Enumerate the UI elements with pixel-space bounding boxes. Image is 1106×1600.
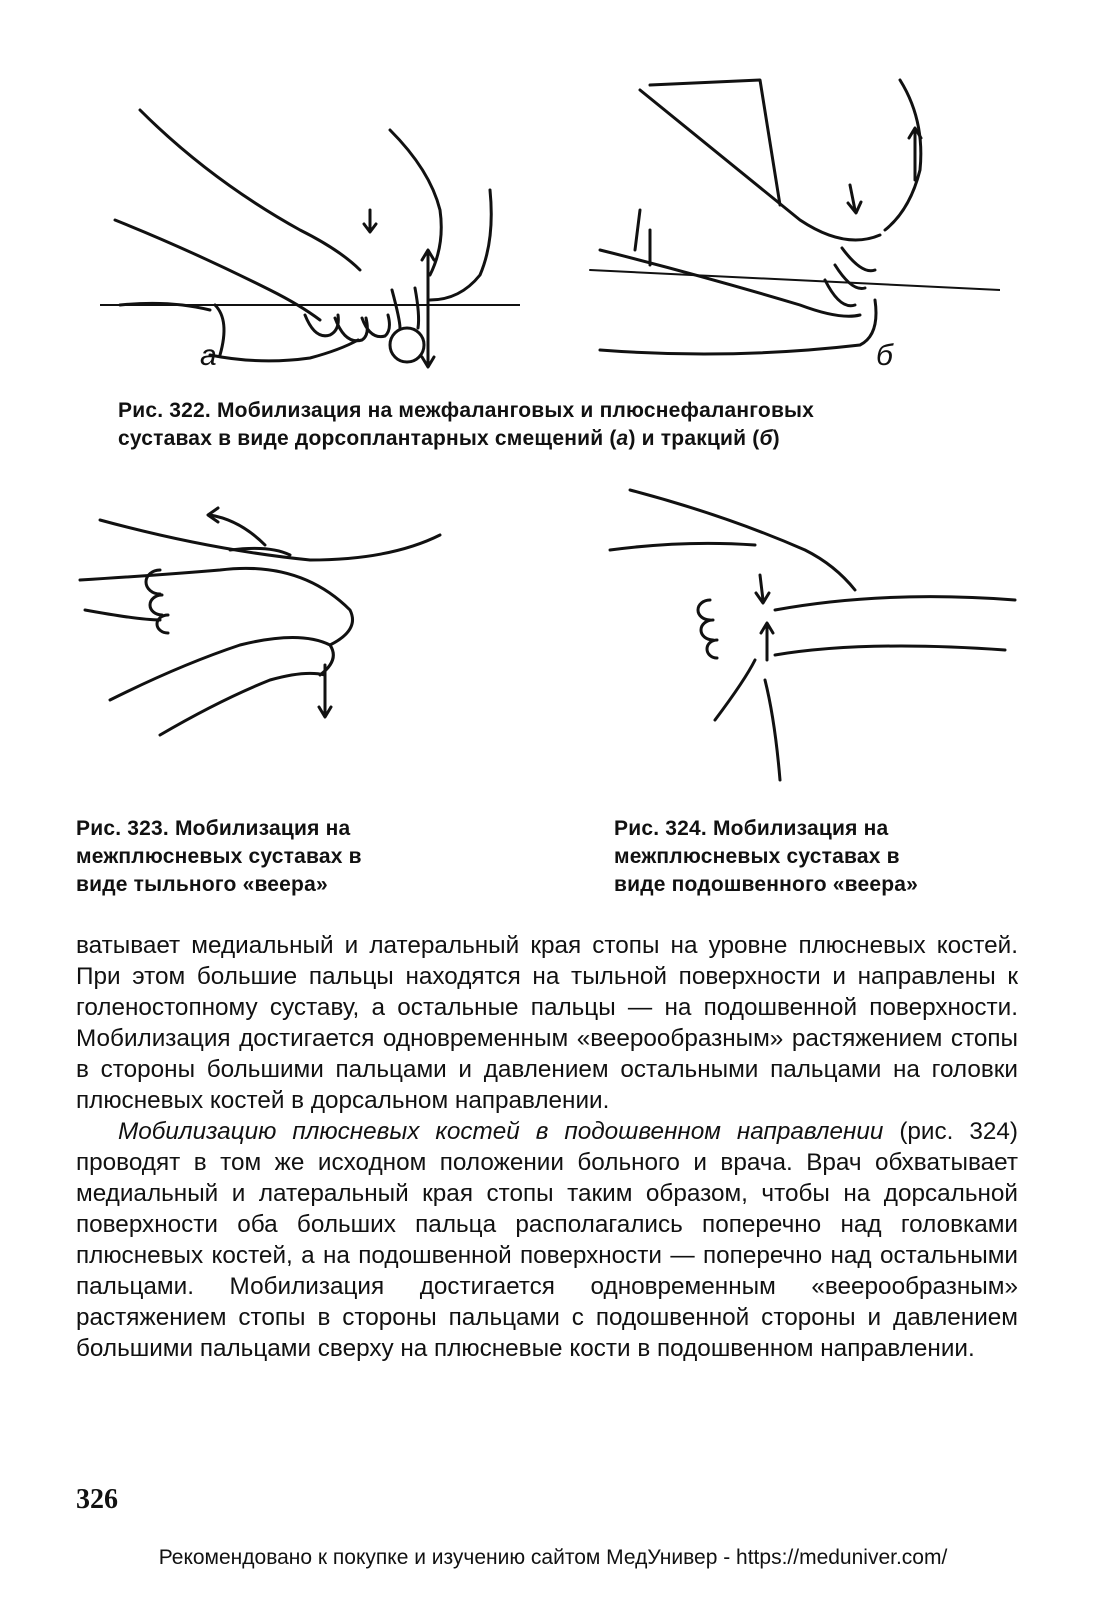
foot xyxy=(600,300,876,354)
caption-322-line2-end: ) xyxy=(772,427,780,450)
figure-323 xyxy=(70,500,460,760)
leg-top xyxy=(630,490,855,590)
arrow-curve-up xyxy=(208,508,265,545)
figure-324 xyxy=(605,480,1025,790)
footer-text: Рекомендовано к покупке и изучению сайтом МедУнивер - https://meduniver.com/ xyxy=(158,1546,948,1569)
arrow-up xyxy=(761,623,773,660)
caption-322-a: а xyxy=(616,427,629,450)
caption-322-number: Рис. 322. xyxy=(118,399,211,422)
toes xyxy=(146,570,168,633)
caption-324-line1: Мобилизация на xyxy=(712,817,889,840)
caption-322-line2-pre: суставах в виде дорсоплантарных смещений ( xyxy=(118,427,617,450)
paragraph-2 xyxy=(76,1116,1018,1364)
caption-322-line2-mid: ) и тракций ( xyxy=(628,427,760,450)
paragraph-1: ватывает медиальный и латеральный края стопы на уровне плюсневых костей. При этом большие пальцы находятся на тыльной поверхности и направлены к голеностопному суставу, а остальные пальцы — на подошвенной поверхности. Мобилизация достигается одновременным «веерообразным» растяжением стопы в стороны большими пальцами и давлением остальными пальцами на головки плюсневых костей в дорсальном направлении. xyxy=(76,932,1018,1114)
foot-outline xyxy=(80,568,353,645)
hand-right-arm xyxy=(390,130,441,275)
figure-322b xyxy=(580,60,1000,390)
arrow-down xyxy=(848,185,861,213)
caption-323-line1: Мобилизация на xyxy=(174,817,351,840)
label-b: б xyxy=(876,339,893,372)
caption-322 xyxy=(118,397,1018,453)
caption-324 xyxy=(614,815,1034,899)
leg-top xyxy=(100,520,440,560)
page-number: 326 xyxy=(76,1484,118,1515)
body-text xyxy=(76,930,1018,1364)
hand-lower xyxy=(715,660,780,780)
caption-323-line3: виде тыльного «веера» xyxy=(76,873,328,896)
hand-lower xyxy=(110,638,333,701)
arrow-down xyxy=(756,575,769,603)
hand-upper xyxy=(640,90,880,240)
figure-322a xyxy=(100,60,520,390)
foot-toes xyxy=(698,600,717,658)
caption-323-number: Рис. 323. xyxy=(76,817,169,840)
hand-right xyxy=(775,597,1015,610)
caption-323-line2: межплюсневых суставах в xyxy=(76,845,362,868)
caption-322-line1: Мобилизация на межфаланговых и плюснефаланговых xyxy=(216,399,815,422)
paragraph-2-italic: Мобилизацию плюсневых костей в подошвенном направлении xyxy=(118,1118,884,1145)
toe-circle xyxy=(390,328,424,362)
foot-outline xyxy=(210,340,358,361)
caption-324-line2: межплюсневых суставах в xyxy=(614,845,900,868)
caption-324-number: Рис. 324. xyxy=(614,817,707,840)
caption-322-b: б xyxy=(759,427,773,450)
arrow-down xyxy=(364,210,376,232)
caption-324-line3: виде подошвенного «веера» xyxy=(614,873,919,896)
fingers xyxy=(825,248,875,306)
label-a: а xyxy=(200,339,217,372)
caption-323 xyxy=(76,815,516,899)
paragraph-2-rest: (рис. 324) проводят в том же исходном положении больного и врача. Врач обхватывает медиальный и латеральный края стопы таким образом, чтобы на дорсальной поверхности оба больших пальца располагались поперечно над головками плюсневых костей, а на подошвенной поверхности — поперечно над остальными пальцами. Мобилизация достигается одновременным «веерообразным» растяжением стопы в стороны пальцами с подошвенной стороны и давлением большими пальцами сверху на плюсневые кости в подошвенном направлении. xyxy=(76,1118,1018,1362)
hand-lower xyxy=(600,250,860,316)
